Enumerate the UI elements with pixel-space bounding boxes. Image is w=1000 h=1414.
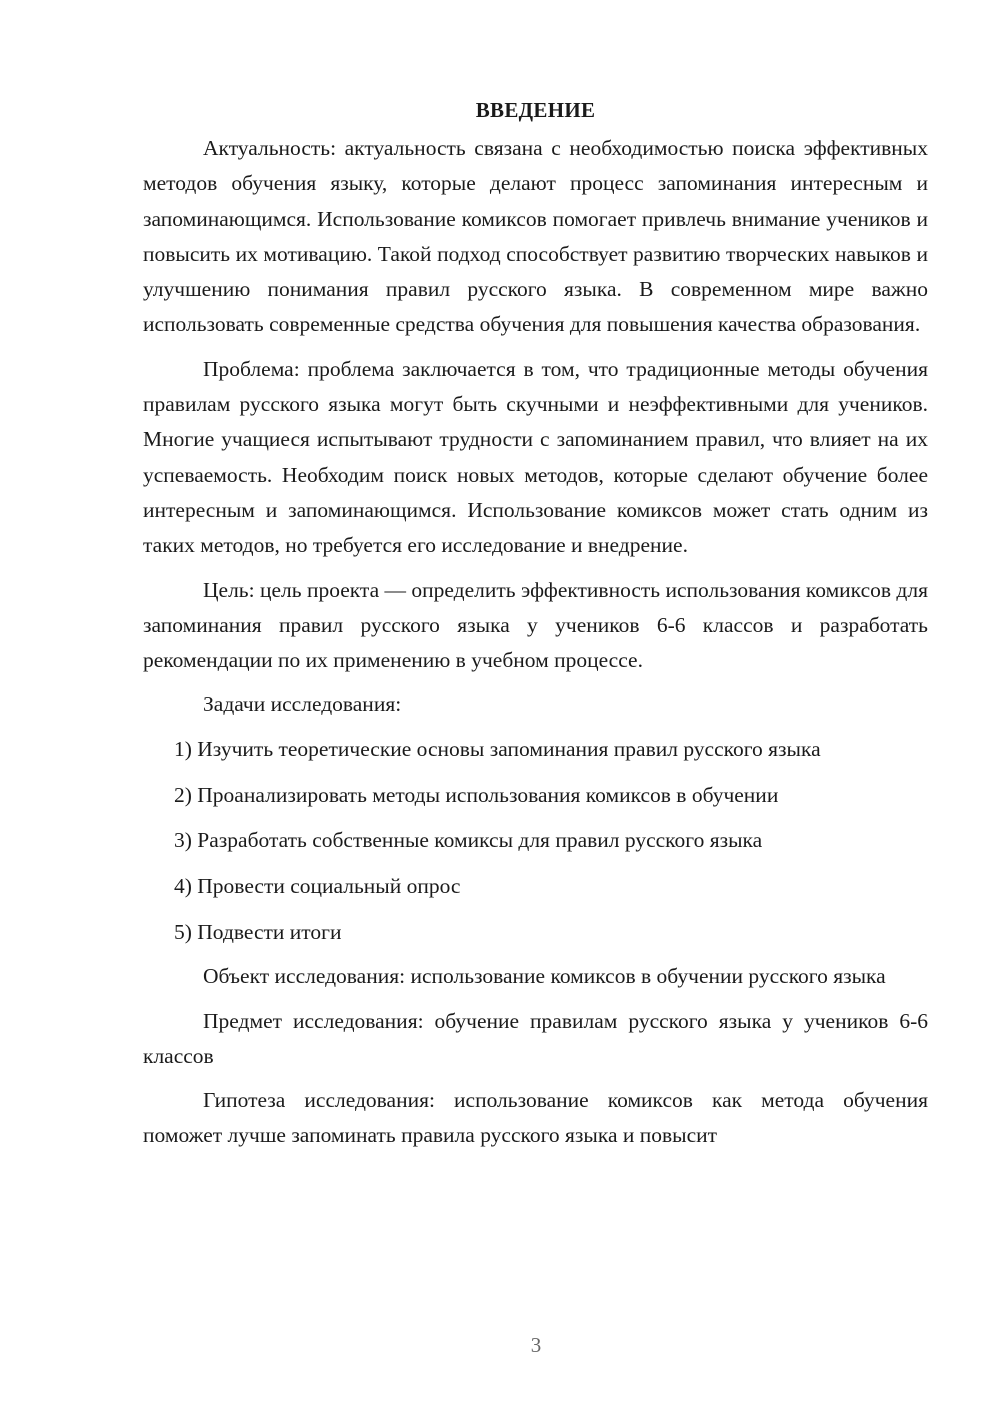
tasks-heading: Задачи исследования: [203, 692, 402, 717]
paragraph-subject: Предмет исследования: обучение правилам русского языка у учеников 6-6 классов [143, 1008, 928, 1068]
task-item-4: 4) Провести социальный опрос [174, 874, 461, 899]
task-list [143, 732, 928, 950]
paragraph-relevance: Актуальность: актуальность связана с необходимостью поиска эффективных методов обучения языку, которые делают процесс запоминания интересным и запоминающимся. Использование комиксов помогает привлечь внимание учеников и повысить их мотивацию. Такой подход способствует развитию творческих навыков и улучшению понимания правил русского языка. В современном мире важно использовать современные средства обучения для повышения качества образования. [143, 136, 928, 337]
paragraph-goal: Цель: цель проекта — определить эффективность использования комиксов для запоминания правил русского языка у учеников 6-6 классов и разработать рекомендации по их применению в учебном процессе. [143, 577, 928, 673]
task-item-2: 2) Проанализировать методы использования комиксов в обучении [174, 782, 779, 807]
paragraph-problem: Проблема: проблема заключается в том, что традиционные методы обучения правилам русского языка могут быть скучными и неэффективными для учеников. Многие учащиеся испытывают трудности с запоминанием правил, что влияет на их успеваемость. Необходим поиск новых методов, которые сделают обучение более интересным и запоминающимся. Использование комиксов может стать одним из таких методов, но требуется его исследование и внедрение. [143, 356, 928, 558]
task-item-1: 1) Изучить теоретические основы запоминания правил русского языка [174, 736, 821, 761]
paragraph-hypothesis: Гипотеза исследования: использование комиксов как метода обучения поможет лучше запоминать правила русского языка и повысит [143, 1088, 928, 1148]
paragraph-object: Объект исследования: использование комиксов в обучении русского языка [203, 964, 886, 989]
page-number: 3 [530, 1333, 542, 1357]
document-page [143, 92, 928, 1163]
task-item-5: 5) Подвести итоги [174, 919, 342, 944]
page-title: ВВЕДЕНИЕ [475, 98, 596, 122]
task-item-3: 3) Разработать собственные комиксы для правил русского языка [174, 828, 763, 853]
